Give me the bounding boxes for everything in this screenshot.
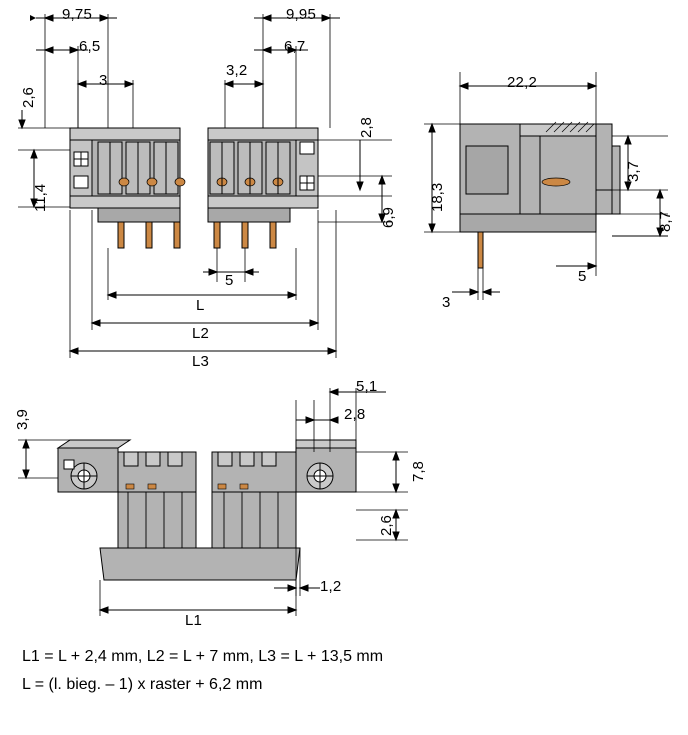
dim-9-75: 9,75 — [62, 6, 92, 23]
dim-2-8-right: 2,8 — [358, 117, 375, 138]
dim-L2: L2 — [192, 325, 210, 342]
dim-1-2: 1,2 — [320, 578, 342, 595]
dim-11-4: 11,4 — [32, 183, 49, 212]
dim-2-8-bottom: 2,8 — [344, 406, 366, 423]
formula-line-2: L = (l. bieg. – 1) x raster + 6,2 mm — [22, 676, 263, 693]
dim-L3: L3 — [192, 353, 210, 370]
dim-3-7: 3,7 — [625, 161, 642, 182]
dim-18-3: 18,3 — [429, 182, 446, 212]
dim-5-pins: 5 — [225, 272, 234, 289]
dim-5-1: 5,1 — [356, 378, 378, 395]
dim-2-6-left: 2,6 — [20, 87, 37, 108]
dim-6-5: 6,5 — [79, 38, 101, 55]
dim-3-9: 3,9 — [14, 409, 31, 430]
dim-6-7: 6,7 — [284, 38, 306, 55]
formula-line-1: L1 = L + 2,4 mm, L2 = L + 7 mm, L3 = L + 13,5 mm — [22, 648, 384, 665]
dim-8-7: 8,7 — [657, 211, 674, 232]
dim-3-side: 3 — [442, 294, 451, 311]
dim-6-9: 6,9 — [380, 207, 397, 228]
dim-L: L — [196, 297, 205, 314]
dim-5-side: 5 — [578, 268, 587, 285]
dim-7-8: 7,8 — [410, 461, 427, 482]
dim-L1: L1 — [185, 612, 203, 629]
dim-2-6-bottom: 2,6 — [378, 515, 395, 536]
dim-3: 3 — [99, 72, 108, 89]
dim-9-95: 9,95 — [286, 6, 316, 23]
dim-3-2: 3,2 — [226, 62, 248, 79]
dim-22-2: 22,2 — [507, 74, 537, 91]
